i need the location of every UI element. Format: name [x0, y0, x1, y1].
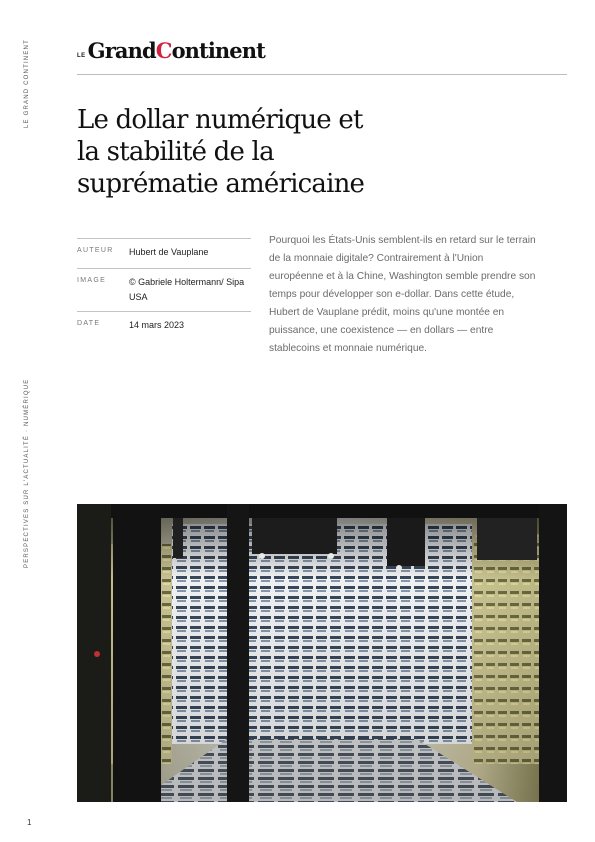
- logo-prefix: LE: [77, 53, 86, 59]
- title-line: la stabilité de la: [77, 137, 274, 167]
- sidebar-section-label: PERSPECTIVES SUR L'ACTUALITÉ · NUMÉRIQUE: [24, 378, 30, 568]
- article-metadata: [77, 238, 251, 341]
- page-number: 1: [27, 818, 32, 827]
- meta-image-value: © Gabriele Holtermann/ Sipa USA: [129, 277, 245, 302]
- title-line: Le dollar numérique et: [77, 105, 363, 135]
- meta-author-value: Hubert de Vauplane: [129, 247, 209, 257]
- meta-row-image: [77, 268, 251, 311]
- meta-key: DATE: [77, 320, 101, 327]
- meta-row-author: [77, 238, 251, 268]
- meta-key: IMAGE: [77, 277, 107, 284]
- meta-row-date: [77, 311, 251, 341]
- meta-key: AUTEUR: [77, 247, 114, 254]
- brand-logo[interactable]: [77, 38, 265, 63]
- title-line: suprématie américaine: [77, 169, 365, 199]
- sidebar-brand-label: LE GRAND CONTINENT: [24, 39, 30, 128]
- logo-rest: ontinent: [171, 38, 265, 63]
- article-abstract: Pourquoi les États-Unis semblent-ils en retard sur le terrain de la monnaie digitale? Contrairement à l'Union européenne et à la Chine, Washington semble prendre son temps pour développer son e-dollar. Dans cette étude, Hubert de Vauplane prédit, moins qu'une montée en puissance, une coexistence — en dollars — entre stablecoins et monnaie numérique.: [269, 235, 536, 354]
- meta-date-value: 14 mars 2023: [129, 320, 185, 330]
- header-divider: [77, 74, 567, 75]
- logo-wordmark: [88, 38, 265, 63]
- logo-accent-letter: C: [155, 38, 172, 63]
- logo-grand: Grand: [87, 38, 156, 63]
- article-title: [77, 104, 407, 200]
- cover-photo: [77, 504, 567, 802]
